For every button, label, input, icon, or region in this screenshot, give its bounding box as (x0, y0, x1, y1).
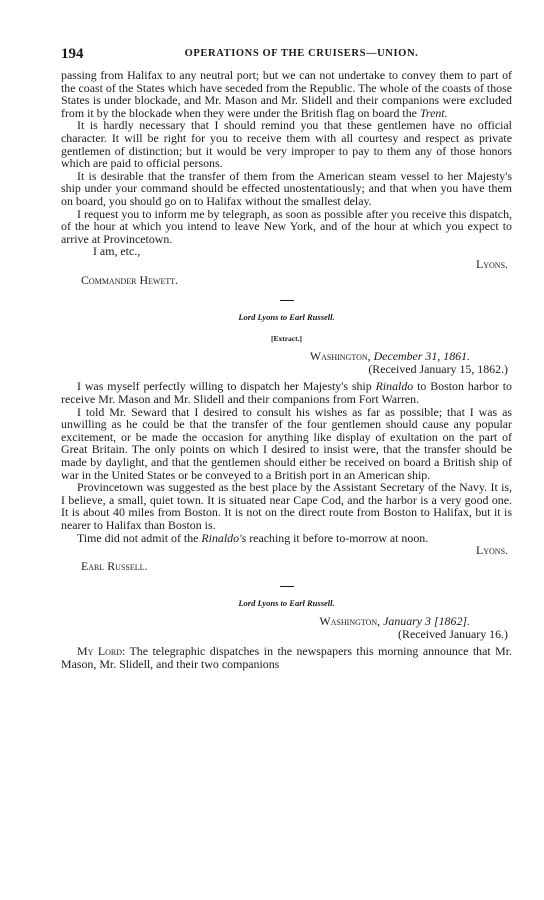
letter3-paragraph-1-text: The telegraphic dispatches in the newspapers this morning announce that Mr. Mason, Mr. Slidell, and their two companions (61, 644, 512, 671)
letter1-signature: Lyons. (475, 256, 508, 271)
letter3-paragraph-1 (61, 645, 512, 670)
letter2-received: (Received January 15, 1862.) (368, 361, 508, 376)
letter3-dateline (61, 615, 512, 628)
letter1-paragraph-3: It is desirable that the transfer of them from the American steam vessel to her Majesty's ship under your command should be effected unostentatiously; and that when you have them on board, you should go on to Halifax without the smallest delay. (61, 168, 512, 208)
letter2-paragraph-1-text-end: to Boston harbor to receive Mr. Mason and Mr. Slidell and their companions from Fort Warren. (61, 379, 512, 407)
page-body (61, 69, 512, 670)
section-divider (280, 586, 294, 587)
letter3-heading: Lord Lyons to Earl Russell. (238, 598, 335, 609)
ship-name-rinaldos: Rinaldo's (201, 530, 247, 545)
page-number: 194 (61, 46, 84, 62)
letter1-paragraph-1 (61, 69, 512, 119)
letter2-heading: Lord Lyons to Earl Russell. (238, 312, 335, 323)
letter2-paragraph-1 (61, 380, 512, 405)
letter2-signature: Lyons. (475, 543, 508, 558)
letter2-paragraph-1-text: I was myself perfectly willing to dispatch her Majesty's ship (77, 379, 376, 394)
letter2-place: Washington, (309, 349, 371, 364)
letter3-salutation: My Lord: (77, 644, 126, 659)
letter1-paragraph-4: I request you to inform me by telegraph, as soon as possible after you receive this dispatch, of the hour at which you intend to leave New York, and of the hour at which you expect to arrive at Provincetown. (61, 206, 512, 246)
extract-note: [Extract.] (270, 333, 303, 343)
letter1-paragraph-1-text: passing from Halifax to any neutral port; but we can not undertake to convey them to part of the coast of the States which have seceded from the Republic. The whole of the coasts of those States is under blockade, and Mr. Mason and Mr. Slidell and their companions were excluded from it by the blockade when they were under the British flag on board the (61, 68, 512, 120)
letter2-paragraph-4 (61, 532, 512, 545)
letter2-paragraph-3: Provincetown was suggested as the best place by the Assistant Secretary of the Navy. It is, I believe, a small, quiet town. It is situated near Cape Cod, and the harbor is a very good one. It is about 40 miles from Boston. It is not on the direct route from Boston to Halifax, but it is nearer to Halifax than Boston is. (61, 480, 512, 532)
ship-name-trent: Trent. (419, 105, 448, 120)
ship-name-rinaldo: Rinaldo (375, 379, 414, 394)
letter2-paragraph-4-text-end: reaching it before to-morrow at noon. (246, 530, 429, 545)
letter2-paragraph-4-text: Time did not admit of the (77, 530, 202, 545)
section-divider (280, 300, 294, 301)
page-header (61, 46, 512, 62)
letter1-paragraph-2: It is hardly necessary that I should remind you that these gentlemen have no official character. It will be right for you to receive them with all courtesy and respect as private gentlemen of distinction; but it would be very improper to pay to them any of those honors which are paid to official persons. (61, 118, 512, 171)
letter2-addressee: Earl Russell. (81, 558, 148, 573)
letter1-addressee: Commander Hewett. (81, 272, 179, 287)
letter3-date: January 3 [1862]. (383, 613, 470, 628)
letter1-closing: I am, etc., (93, 244, 141, 259)
letter2-paragraph-2: I told Mr. Seward that I desired to consult his wishes as far as possible; that I was as unwilling as he could be that the transfer of the four gentlemen should cause any popular excitement, or be made the occasion for anything like display of exultation on the part of Great Britain. The only points on which I desired to insist were, that the transfer should be made by daylight, and that the gentlemen should either be received on board a British ship of war in the United States or be conveyed to a British port in an American ship. (61, 404, 512, 482)
letter2-date: December 31, 1861. (373, 349, 470, 364)
running-title: OPERATIONS OF THE CRUISERS—UNION. (184, 48, 419, 59)
letter3-received: (Received January 16.) (398, 626, 508, 641)
letter3-place: Washington, (319, 613, 381, 628)
letter2-dateline (61, 350, 512, 363)
